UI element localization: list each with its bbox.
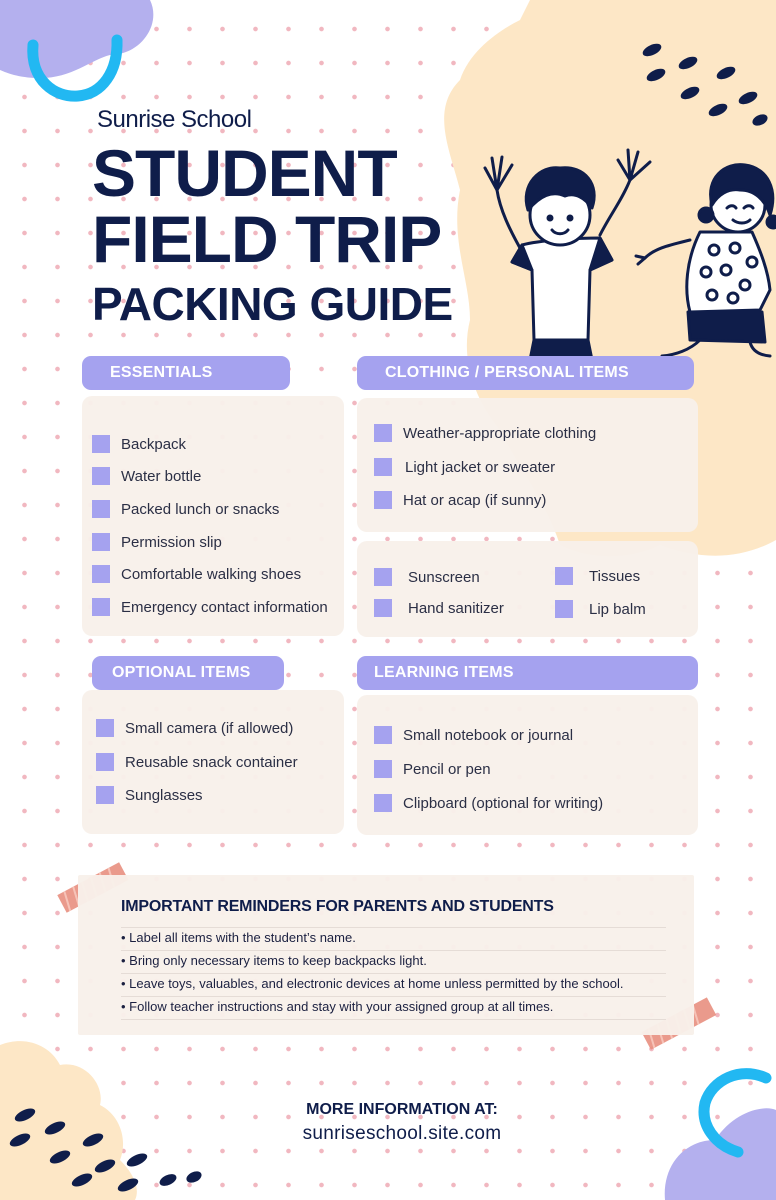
school-name: Sunrise School [97,106,252,133]
checkbox[interactable] [92,500,110,518]
divider [121,950,666,951]
website-link[interactable]: sunriseschool.site.com [302,1123,502,1144]
checkbox[interactable] [374,491,392,509]
divider [121,927,666,928]
divider [121,996,666,997]
checkbox[interactable] [374,760,392,778]
reminder-item: • Leave toys, valuables, and electronic devices at home unless permitted by the school. [121,976,624,991]
clothing-heading: CLOTHING / PERSONAL ITEMS [357,356,694,390]
reminders-title: IMPORTANT REMINDERS FOR PARENTS AND STUDENTS [121,898,554,915]
checkbox[interactable] [96,753,114,771]
checkbox[interactable] [96,719,114,737]
checkbox[interactable] [92,598,110,616]
checkbox[interactable] [555,600,573,618]
personal-items-panel [357,541,698,637]
title-line-1: STUDENT [92,136,397,210]
boy-figure [485,150,650,370]
essentials-heading: ESSENTIALS [82,356,290,390]
checkbox[interactable] [92,565,110,583]
checkbox[interactable] [96,786,114,804]
title-line-2: FIELD TRIP [92,202,442,276]
reminder-item: • Follow teacher instructions and stay with your assigned group at all times. [121,999,554,1014]
checkbox[interactable] [555,567,573,585]
divider [121,973,666,974]
reminder-item: • Label all items with the student’s name. [121,930,356,945]
checkbox[interactable] [92,533,110,551]
checkbox[interactable] [374,794,392,812]
reminder-item: • Bring only necessary items to keep backpacks light. [121,953,427,968]
divider [121,1019,666,1020]
checkbox[interactable] [374,726,392,744]
checkbox[interactable] [374,568,392,586]
learning-heading: LEARNING ITEMS [357,656,698,690]
checkbox[interactable] [92,435,110,453]
checkbox[interactable] [374,424,392,442]
checkbox[interactable] [374,599,392,617]
checkbox[interactable] [374,458,392,476]
title-line-3: PACKING GUIDE [92,278,453,330]
optional-heading: OPTIONAL ITEMS [92,656,284,690]
girl-figure [636,165,776,356]
more-info-label: MORE INFORMATION AT: [306,1101,498,1118]
checkbox[interactable] [92,467,110,485]
